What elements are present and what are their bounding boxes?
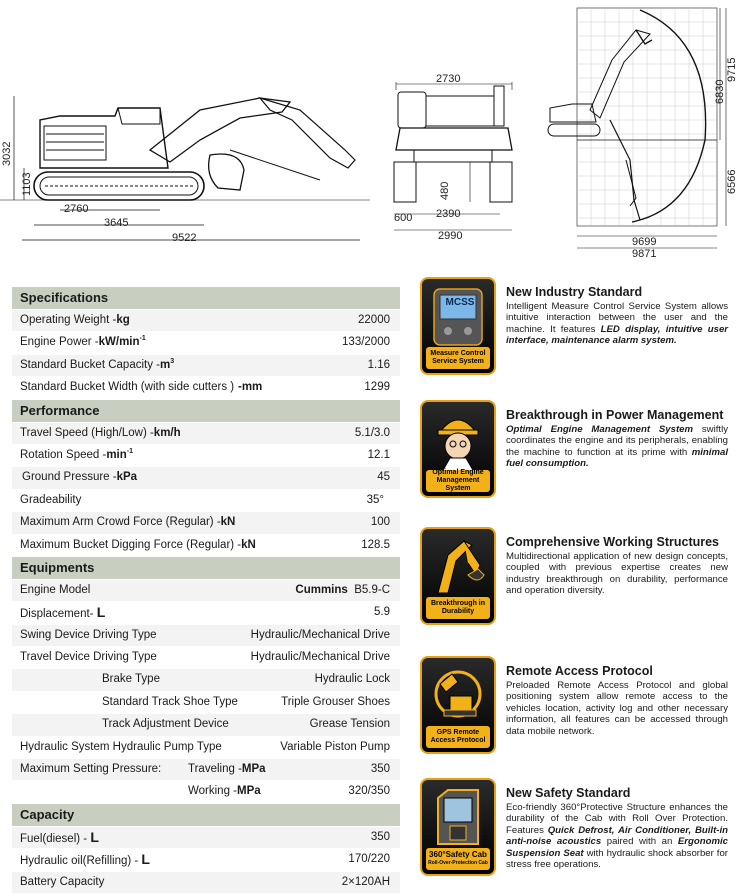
spec-pump: Hydraulic System Hydraulic Pump Type Variable Piston Pump <box>12 737 400 759</box>
spec-fuel: Fuel(diesel) - L 350 <box>12 827 400 849</box>
dim-range-max-height: 9715 <box>726 57 738 82</box>
gps-satellite-icon <box>428 664 488 728</box>
spec-battery: Battery Capacity 2×120AH <box>12 872 400 894</box>
dim-side-track: 3645 <box>104 217 129 229</box>
spec-arm-force: Maximum Arm Crowd Force (Regular) -kN 100 <box>12 512 400 534</box>
dim-front-gauge: 2390 <box>436 208 461 220</box>
dim-front-clearance: 480 <box>439 181 451 200</box>
dim-range-max-reach: 9871 <box>632 248 657 260</box>
spec-operating-weight: Operating Weight -kg 22000 <box>12 310 400 332</box>
feature-title: Remote Access Protocol <box>506 664 653 678</box>
spec-track-shoe: Standard Track Shoe Type Triple Grouser Shoes <box>12 692 400 714</box>
feature-description: Intelligent Measure Control Service System allows intuitive interaction between the user and the machine. It features LED display, intuitive user interface, maintenance alarm system. <box>506 301 729 347</box>
spec-setting-pressure: Maximum Setting Pressure: Traveling -MPa 350 <box>12 759 400 781</box>
spec-bucket-force: Maximum Bucket Digging Force (Regular) -kN 128.5 <box>12 535 400 557</box>
feature-title: Breakthrough in Power Management <box>506 408 724 422</box>
dim-range-depth: 6566 <box>726 169 738 194</box>
spec-working-pressure: Working -MPa 320/350 <box>12 781 400 803</box>
badge-oems <box>420 400 496 498</box>
feature-description: Optimal Engine Management System swiftly coordinates the engine and its peripherals, enabling the machine to function at its prime with minimal fuel consumption. <box>506 424 728 470</box>
dim-front-shoe: 600 <box>394 212 413 224</box>
feature-mcss <box>420 277 732 381</box>
dim-front-overall: 2990 <box>438 230 463 242</box>
spec-brake: Brake Type Hydraulic Lock <box>12 669 400 691</box>
feature-safety-cab <box>420 778 732 882</box>
dim-front-width: 2730 <box>436 73 461 85</box>
feature-oems <box>420 400 732 504</box>
excavator-arm-icon <box>428 535 488 599</box>
feature-description: Preloaded Remote Access Protocol and global positioning system allow remote access to the vehicles location, activity log and other necessary information, all features can be accessed through data mobile network. <box>506 680 728 737</box>
badge-mcss-caption: Measure Control Service System <box>426 347 490 369</box>
spec-swing-drive: Swing Device Driving Type Hydraulic/Mechanical Drive <box>12 625 400 647</box>
spec-rotation-speed: Rotation Speed $-\min^{-1}$ 12.1 <box>12 445 400 467</box>
spec-track-adjust: Track Adjustment Device Grease Tension <box>12 714 400 736</box>
side-view-drawing <box>0 96 370 240</box>
dim-side-height: 3032 <box>1 141 13 166</box>
dim-side-wheelbase: 2760 <box>64 203 89 215</box>
badge-safety-cab-caption: 360°Safety Cab Roll-Over-Protection Cab <box>426 848 490 870</box>
feature-durability <box>420 527 732 631</box>
badge-durability-caption: Breakthrough in Durability <box>426 597 490 619</box>
spec-engine-power: Engine Power $-kW/\min^{-1}$ 133/2000 <box>12 332 400 354</box>
technical-drawings <box>0 0 752 262</box>
section-performance: Performance <box>12 400 400 423</box>
badge-gps <box>420 656 496 754</box>
badge-oems-caption: Optimal Engine Management System <box>426 470 490 492</box>
badge-gps-caption: GPS Remote Access Protocol <box>426 726 490 748</box>
spec-ground-pressure: Ground Pressure -kPa 45 <box>12 467 400 489</box>
section-capacity: Capacity <box>12 804 400 827</box>
spec-hydraulic-oil: Hydraulic oil(Refilling) - L 170/220 <box>12 849 400 871</box>
section-specifications: Specifications <box>12 287 400 310</box>
spec-travel-drive: Travel Device Driving Type Hydraulic/Mechanical Drive <box>12 647 400 669</box>
range-chart-drawing <box>548 8 726 248</box>
safety-cab-icon <box>428 786 488 850</box>
monitor-icon <box>428 285 488 349</box>
dim-range-dump: 6830 <box>714 79 726 104</box>
engineer-icon <box>428 408 488 472</box>
feature-gps <box>420 656 732 760</box>
section-equipments: Equipments <box>12 557 400 580</box>
specifications-table <box>12 287 400 894</box>
spec-gradeability: Gradeability 35° <box>12 490 400 512</box>
feature-description: Eco-friendly 360°Protective Structure enhances the durability of the Cab with Roll Over Protection. Features Quick Defrost, Air Conditioner, Built-in anti-noise acoustics paired with an Ergonomic Suspension Seat with hydraulic shock absorber for stress free operations. <box>506 802 729 871</box>
feature-description: Multidirectional application of new design concepts, coupled with previous expertise creates new industry breakthrough on durability, performance and operation diversity. <box>506 551 728 597</box>
spec-bucket-width: Standard Bucket Width (with side cutters ) -mm 1299 <box>12 377 400 399</box>
badge-mcss <box>420 277 496 375</box>
feature-title: New Industry Standard <box>506 285 643 299</box>
mcss-screen-label: MCSS <box>445 297 475 308</box>
spec-engine-model: Engine Model Cummins B5.9-C <box>12 580 400 602</box>
spec-displacement: Displacement- L 5.9 <box>12 602 400 624</box>
dim-side-length: 9522 <box>172 232 197 244</box>
dim-side-clearance: 1103 <box>21 172 33 196</box>
badge-durability <box>420 527 496 625</box>
spec-bucket-capacity: Standard Bucket Capacity $-m^3$ 1.16 <box>12 355 400 377</box>
badge-safety-cab <box>420 778 496 876</box>
feature-title: New Safety Standard <box>506 786 631 800</box>
spec-travel-speed: Travel Speed (High/Low) -km/h 5.1/3.0 <box>12 423 400 445</box>
feature-title: Comprehensive Working Structures <box>506 535 720 549</box>
dim-range-reach-ground: 9699 <box>632 236 657 248</box>
